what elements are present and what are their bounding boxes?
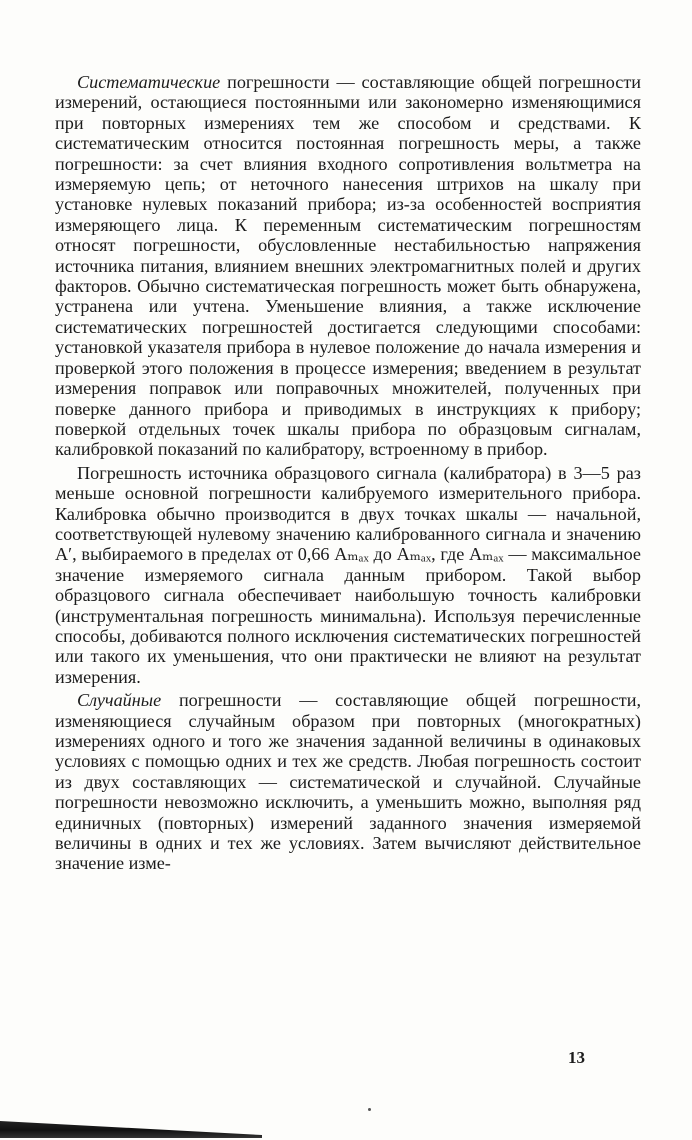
- term-systematic: Систематические: [77, 72, 221, 92]
- paragraph-text: Погрешность источника образцового сигнала (калибратора) в 3—5 раз меньше основной погрешности калибруемого измерительного прибора. Калибровка обычно производится в двух точках шкалы — начальной, соответствующей нулевому значению калиброванного сигнала и значению A′, выбираемого в пределах от 0,66 Aₘₐₓ до Aₘₐₓ, где Aₘₐₓ — максимальное значение измеряемого сигнала данным прибором. Такой выбор образцового сигнала обеспечивает наибольшую точность калибровки (инструментальная погрешность минимальна). Используя перечисленные способы, добиваются полного исключения систематических погрешностей или такого их уменьшения, что они практически не влияют на результат измерения.: [55, 462, 641, 687]
- paragraph-text: погрешности — составляющие общей погрешности, изменяющиеся случайным образом при повторных (многократных) измерениях одного и того же значения заданной величины в одинаковых условиях с помощью одних и тех же средств. Любая погрешность состоит из двух составляющих — систематической и случайной. Случайные погрешности невозможно исключить, а уменьшить можно, выполняя ряд единичных (повторных) измерений заданного значения измеряемой величины в одних и тех же условиях. Затем вычисляют действительное значение изме-: [55, 690, 641, 874]
- scan-speck: [368, 1108, 371, 1111]
- scan-shadow: [0, 1118, 262, 1138]
- page-body: [55, 72, 641, 874]
- page-number: 13: [568, 1048, 585, 1067]
- paragraph-text: погрешности — составляющие общей погрешности измерений, остающиеся постоянными или закономерно изменяющимися при повторных измерениях тем же способом и средствами. К систематическим относится постоянная погрешность меры, а также погрешности: за счет влияния входного сопротивления вольтметра на измеряемую цепь; от неточного нанесения штрихов на шкалу при установке нулевых показаний прибора; из-за особенностей восприятия измеряющего лица. К переменным систематическим погрешностям относят погрешности, обусловленные нестабильностью напряжения источника питания, влиянием внешних электромагнитных полей и других факторов. Обычно систематическая погрешность может быть обнаружена, устранена или учтена. Уменьшение влияния, а также исключение систематических погрешностей достигается следующими способами: установкой указателя прибора в нулевое положение до начала измерения и проверкой этого положения в процессе измерения; введением в результат измерения поправок или поправочных множителей, полученных при поверке данного прибора и приводимых в инструкциях к прибору; поверкой отдельных точек шкалы прибора по образцовым сигналам, калибровкой показаний по калибратору, встроенному в прибор.: [55, 72, 641, 460]
- paragraph-systematic-errors: [55, 72, 641, 460]
- term-random: Случайные: [77, 690, 162, 711]
- paragraph-calibration: [55, 463, 641, 687]
- paragraph-random-errors: [55, 690, 641, 874]
